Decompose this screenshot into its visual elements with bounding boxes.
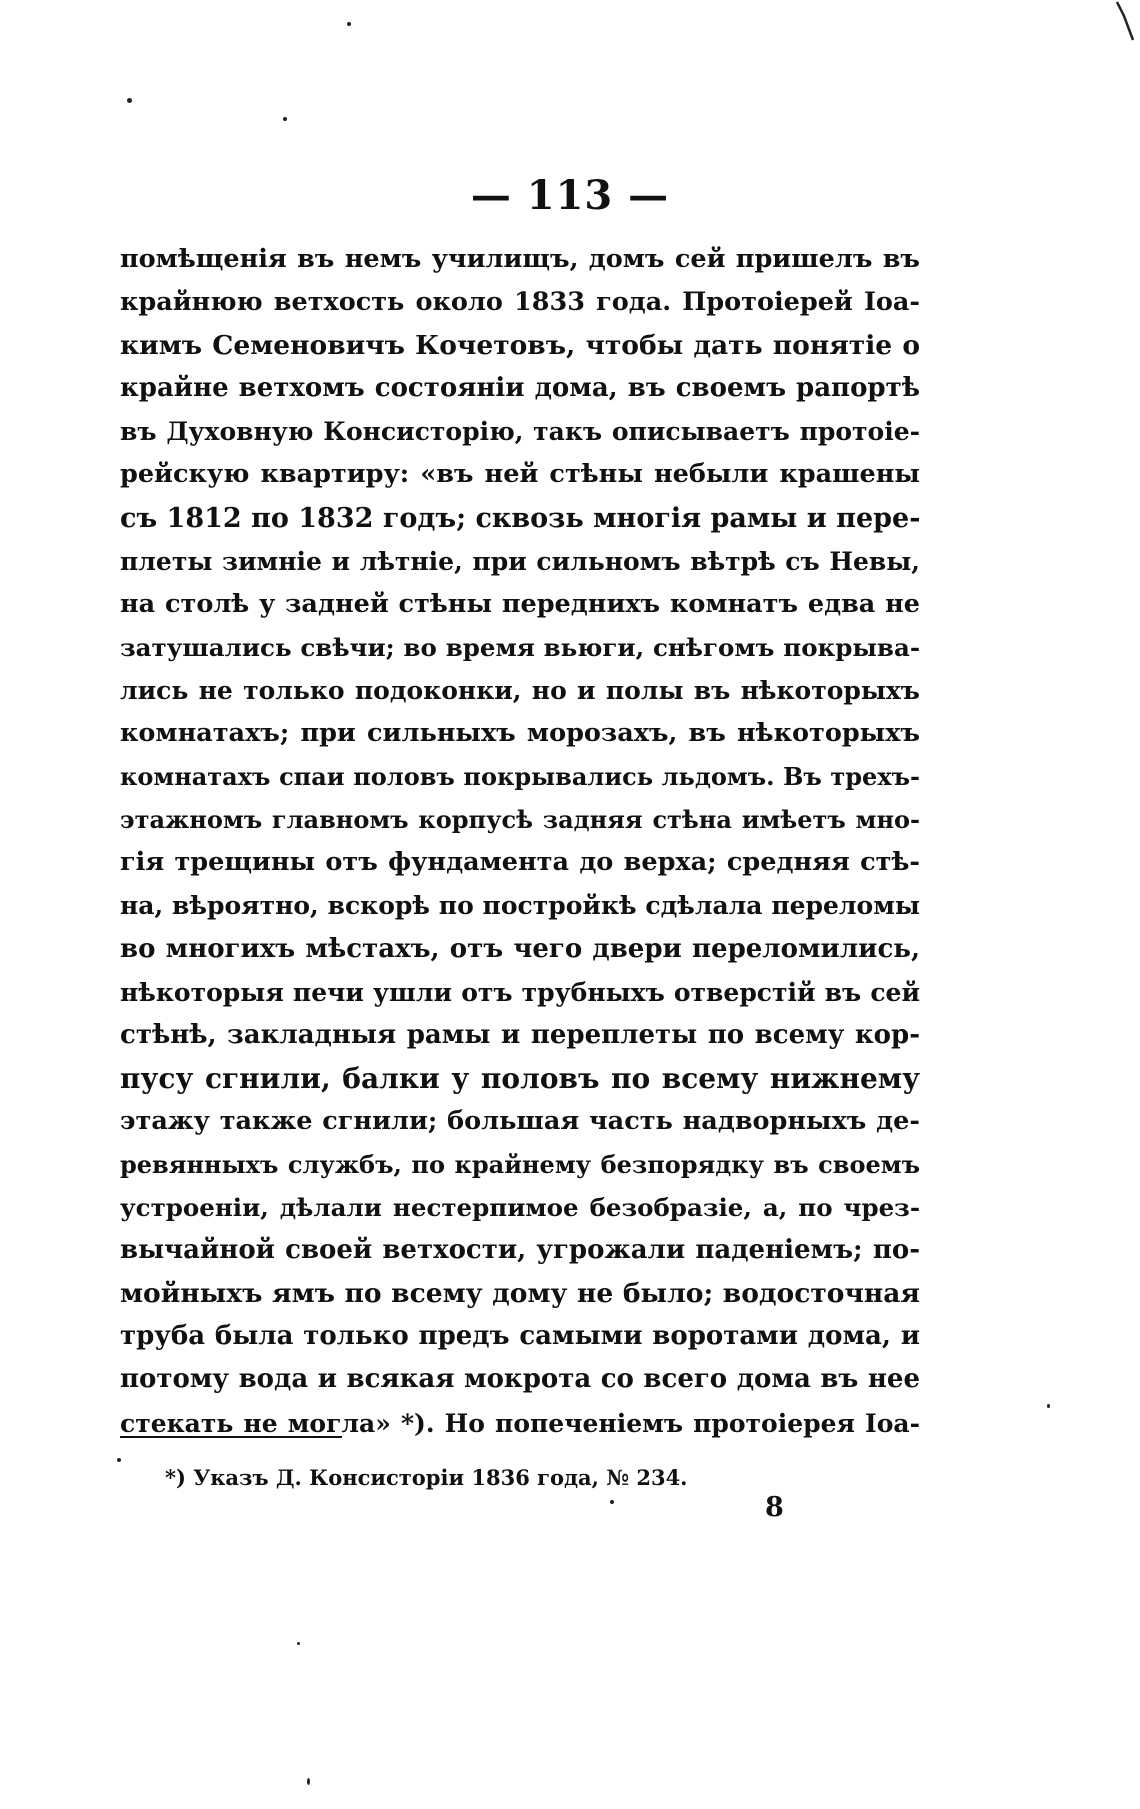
text-line: кимъ Семеновичъ Кочетовъ, чтобы дать понятіе о xyxy=(120,330,920,362)
scan-speck xyxy=(307,1778,310,1785)
scan-speck xyxy=(283,117,287,121)
text-line: нѣкоторыя печи ушли отъ трубныхъ отверстій въ сей xyxy=(120,977,920,1007)
text-line: стекать не могла» *). Но попеченіемъ протоіерея Іоа- xyxy=(120,1408,920,1438)
page-number: — 113 — xyxy=(470,172,670,219)
text-line: этажномъ главномъ корпусѣ задняя стѣна имѣетъ мно- xyxy=(120,805,920,835)
footnote-rule xyxy=(120,1436,342,1438)
text-line: труба была только предъ самыми воротами дома, и xyxy=(120,1321,920,1352)
text-line: съ 1812 по 1832 годъ; сквозь многія рамы и пере- xyxy=(120,502,920,534)
scan-speck xyxy=(117,1458,121,1462)
text-line: затушались свѣчи; во время вьюги, снѣгомъ покрыва- xyxy=(120,632,920,662)
text-line: лись не только подоконки, но и полы въ нѣкоторыхъ xyxy=(120,675,920,705)
text-line: ревянныхъ службъ, по крайнему безпорядку въ своемъ xyxy=(120,1149,920,1179)
scan-speck xyxy=(127,98,132,103)
text-line: крайнюю ветхость около 1833 года. Протоіерей Іоа- xyxy=(120,287,920,318)
text-line: мойныхъ ямъ по всему дому не было; водосточная xyxy=(120,1278,920,1310)
text-line: устроеніи, дѣлали нестерпимое безобразіе, а, по чрез- xyxy=(120,1193,920,1223)
text-line: стѣнѣ, закладныя рамы и переплеты по всему кор- xyxy=(120,1019,920,1050)
text-line: рейскую квартиру: «въ ней стѣны небыли крашены xyxy=(120,459,920,490)
scan-edge-mark xyxy=(1114,0,1136,42)
text-line: крайне ветхомъ состояніи дома, въ своемъ рапортѣ xyxy=(120,373,920,404)
text-line: въ Духовную Консисторію, такъ описываетъ протоіе- xyxy=(120,417,920,447)
text-line: комнатахъ; при сильныхъ морозахъ, въ нѣкоторыхъ xyxy=(120,718,920,749)
text-line: на столѣ у задней стѣны переднихъ комнатъ едва не xyxy=(120,588,920,619)
text-line: вычайной своей ветхости, угрожали паденіемъ; по- xyxy=(120,1235,920,1266)
scan-speck xyxy=(1047,1404,1050,1408)
text-line: потому вода и всякая мокрота со всего дома въ нее xyxy=(120,1364,920,1395)
footnote: *) Указъ Д. Консисторіи 1836 года, № 234. xyxy=(165,1465,688,1490)
text-line: на, вѣроятно, вскорѣ по постройкѣ сдѣлала переломы xyxy=(120,891,920,921)
scan-speck xyxy=(610,1500,614,1504)
text-line: помѣщенія въ немъ училищъ, домъ сей пришелъ въ xyxy=(120,244,920,274)
text-line: во многихъ мѣстахъ, отъ чего двери переломились, xyxy=(120,933,920,964)
printer-signature-mark: 8 xyxy=(765,1492,784,1523)
scan-speck xyxy=(347,22,351,26)
text-line: плеты зимніе и лѣтніе, при сильномъ вѣтрѣ съ Невы, xyxy=(120,546,920,576)
text-line: пусу сгнили, балки у половъ по всему нижнему xyxy=(120,1061,920,1095)
body-text xyxy=(120,238,920,1445)
text-line: этажу также сгнили; большая часть надворныхъ де- xyxy=(120,1105,920,1136)
text-line: гія трещины отъ фундамента до верха; средняя стѣ- xyxy=(120,847,920,878)
scan-speck xyxy=(297,1642,300,1645)
text-line: комнатахъ спаи половъ покрывались льдомъ. Въ трехъ- xyxy=(120,762,920,792)
